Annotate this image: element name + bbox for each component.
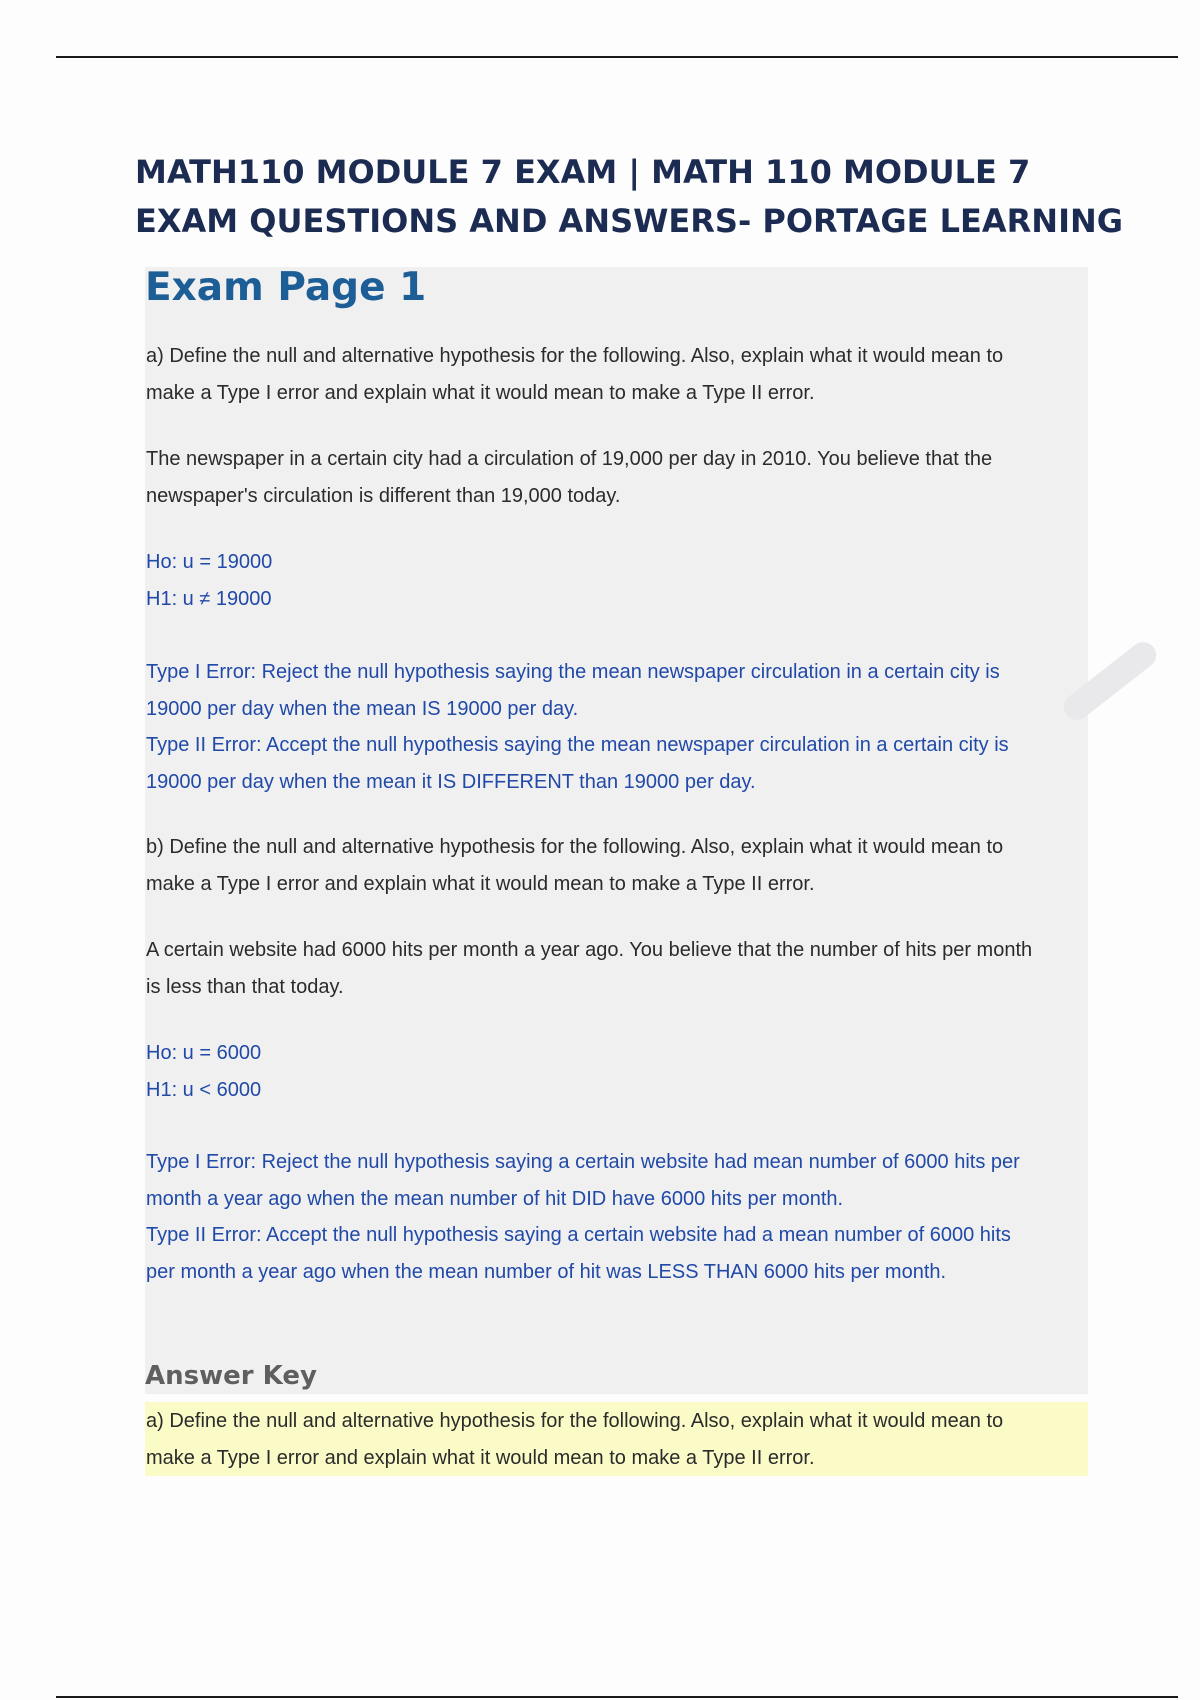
question-b-scenario-line-2: is less than that today. — [146, 975, 344, 998]
question-a-scenario — [146, 441, 1086, 514]
document-title-line-1: MATH110 MODULE 7 EXAM | MATH 110 MODULE 7 — [135, 153, 1031, 191]
question-b-alternative-hypothesis: H1: u < 6000 — [146, 1078, 262, 1101]
answer-key-prompt-line-1: a) Define the null and alternative hypothesis for the following. Also, explain what it would mean to — [146, 1410, 1004, 1432]
top-rule — [56, 56, 1178, 58]
question-b-type1-line-2: month a year ago when the mean number of hit DID have 6000 hits per month. — [146, 1187, 844, 1210]
question-b-type2-line-1: Type II Error: Accept the null hypothesis saying a certain website had a mean number of 6000 hits — [146, 1224, 1011, 1246]
question-b-type1-line-1: Type I Error: Reject the null hypothesis saying a certain website had mean number of 6000 hits per — [146, 1151, 1020, 1173]
answer-key-prompt — [146, 1403, 1086, 1476]
question-a-hypotheses — [146, 544, 1086, 617]
exam-page-heading: Exam Page 1 — [145, 265, 427, 310]
question-b-prompt-line-2: make a Type I error and explain what it would mean to make a Type II error. — [146, 872, 815, 895]
question-b-scenario-line-1: A certain website had 6000 hits per month a year ago. You believe that the number of hits per month — [146, 939, 1033, 961]
question-a-null-hypothesis: Ho: u = 19000 — [146, 551, 273, 573]
question-a-errors — [146, 654, 1086, 800]
question-b-scenario — [146, 932, 1086, 1005]
question-a-prompt-line-2: make a Type I error and explain what it would mean to make a Type II error. — [146, 381, 815, 404]
question-b-null-hypothesis: Ho: u = 6000 — [146, 1042, 262, 1064]
question-a-prompt-line-1: a) Define the null and alternative hypothesis for the following. Also, explain what it would mean to — [146, 345, 1004, 367]
question-a-type1-line-2: 19000 per day when the mean IS 19000 per day. — [146, 697, 579, 720]
question-a-prompt — [146, 338, 1086, 411]
question-a-scenario-line-1: The newspaper in a certain city had a circulation of 19,000 per day in 2010. You believe that the — [146, 448, 993, 470]
question-a-type2-line-2: 19000 per day when the mean it IS DIFFERENT than 19000 per day. — [146, 770, 756, 793]
document-title-line-2: EXAM QUESTIONS AND ANSWERS- PORTAGE LEARNING — [135, 202, 1124, 240]
question-b-prompt-line-1: b) Define the null and alternative hypothesis for the following. Also, explain what it would mean to — [146, 836, 1004, 858]
question-b-errors — [146, 1144, 1086, 1290]
question-a-alternative-hypothesis: H1: u ≠ 19000 — [146, 587, 272, 610]
document-title — [135, 148, 1135, 246]
question-a-type1-line-1: Type I Error: Reject the null hypothesis saying the mean newspaper circulation in a certain city is — [146, 661, 1000, 683]
question-b-type2-line-2: per month a year ago when the mean number of hit was LESS THAN 6000 hits per month. — [146, 1260, 947, 1283]
question-a-type2-line-1: Type II Error: Accept the null hypothesis saying the mean newspaper circulation in a certain city is — [146, 734, 1009, 756]
question-b-hypotheses — [146, 1035, 1086, 1108]
question-a-scenario-line-2: newspaper's circulation is different than 19,000 today. — [146, 484, 621, 507]
answer-key-prompt-line-2: make a Type I error and explain what it would mean to make a Type II error. — [146, 1446, 815, 1469]
bottom-rule — [56, 1696, 1178, 1698]
question-b-prompt — [146, 829, 1086, 902]
answer-key-heading: Answer Key — [145, 1361, 317, 1391]
